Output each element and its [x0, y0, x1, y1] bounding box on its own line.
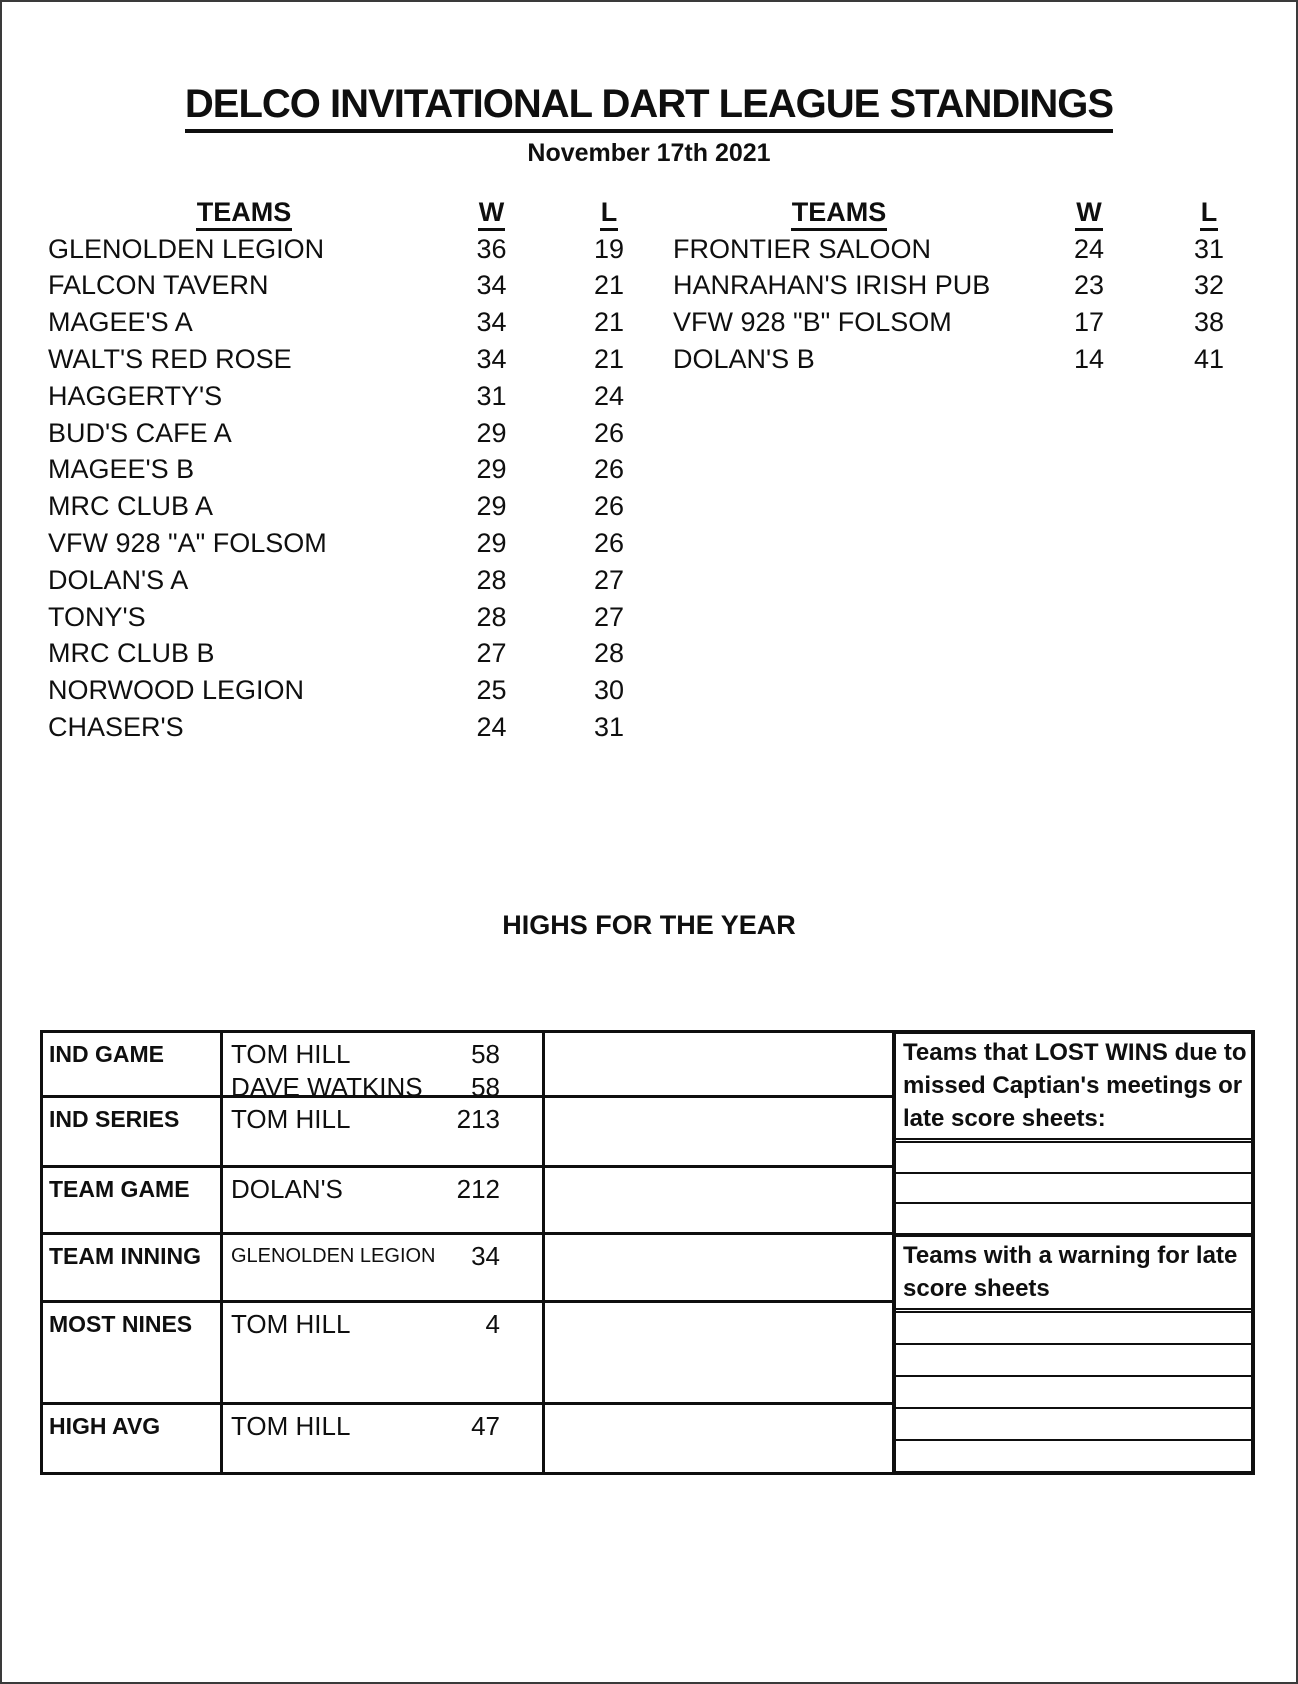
team-losses: 32 — [1193, 270, 1225, 301]
highs-entries — [223, 1405, 545, 1472]
page-title: DELCO INVITATIONAL DART LEAGUE STANDINGS — [185, 82, 1113, 133]
highs-entries — [223, 1168, 545, 1232]
note-empty-row — [896, 1143, 1251, 1174]
team-losses: 19 — [593, 233, 625, 264]
team-wins: 14 — [1073, 344, 1105, 375]
highs-row — [43, 1303, 895, 1405]
entry-name: DAVE WATKINS — [231, 1072, 423, 1102]
team-wins: 23 — [1073, 270, 1105, 301]
team-losses: 31 — [593, 712, 625, 743]
note-empty-row — [896, 1409, 1251, 1441]
highs-empty-cell — [545, 1303, 895, 1402]
standings-right-table — [669, 194, 1249, 378]
highs-table — [40, 1030, 895, 1475]
entry-value: 4 — [485, 1309, 500, 1339]
team-name: DOLAN'S A — [48, 564, 189, 595]
entry-name: TOM HILL — [231, 1309, 351, 1339]
entry-name: DOLAN'S — [231, 1174, 343, 1204]
entry-value: 213 — [456, 1104, 500, 1134]
highs-entry — [231, 1173, 500, 1206]
note-empty-row — [896, 1441, 1251, 1471]
team-name: DOLAN'S B — [673, 344, 815, 375]
entry-value: 58 — [471, 1039, 500, 1069]
team-name: MRC CLUB A — [48, 491, 214, 522]
team-losses: 26 — [593, 491, 625, 522]
page-header — [2, 82, 1296, 133]
highs-category: TEAM INNING — [43, 1235, 223, 1300]
team-wins: 29 — [476, 491, 507, 522]
highs-row — [43, 1405, 895, 1472]
team-losses: 24 — [593, 380, 625, 411]
note-empty-row — [896, 1377, 1251, 1409]
team-wins: 29 — [476, 454, 507, 485]
highs-category: HIGH AVG — [43, 1405, 223, 1472]
team-name: MAGEE'S B — [48, 454, 195, 485]
highs-row — [43, 1098, 895, 1168]
team-losses: 21 — [593, 307, 625, 338]
highs-entry — [231, 1240, 500, 1273]
team-wins: 27 — [476, 638, 507, 669]
entry-name: GLENOLDEN LEGION — [231, 1245, 436, 1267]
highs-entries — [223, 1303, 545, 1402]
team-name: HAGGERTY'S — [48, 380, 223, 411]
team-wins: 29 — [476, 528, 507, 559]
team-losses: 26 — [593, 454, 625, 485]
team-name: GLENOLDEN LEGION — [48, 233, 325, 264]
note-empty-row — [896, 1313, 1251, 1345]
note-empty-row — [896, 1345, 1251, 1377]
team-losses: 28 — [593, 638, 625, 669]
teams-header: TEAMS — [44, 197, 444, 228]
team-name: NORWOOD LEGION — [48, 675, 305, 706]
standings-left-table — [44, 194, 679, 746]
team-name: FALCON TAVERN — [48, 270, 269, 301]
team-name: VFW 928 "A" FOLSOM — [48, 528, 327, 559]
team-losses: 27 — [593, 564, 625, 595]
team-losses: 26 — [593, 417, 625, 448]
entry-value: 47 — [471, 1411, 500, 1441]
highs-empty-cell — [545, 1168, 895, 1232]
team-name: MRC CLUB B — [48, 638, 215, 669]
highs-entry — [231, 1038, 500, 1071]
warning-note-box — [896, 1237, 1251, 1471]
team-wins: 31 — [476, 380, 507, 411]
team-name: MAGEE'S A — [48, 307, 193, 338]
team-wins: 34 — [476, 270, 507, 301]
highs-empty-cell — [545, 1033, 895, 1104]
team-wins: 25 — [476, 675, 507, 706]
warning-note-text: Teams with a warning for late score sheets — [896, 1237, 1251, 1313]
highs-entries — [223, 1033, 545, 1104]
highs-category: IND SERIES — [43, 1098, 223, 1165]
entry-value: 34 — [471, 1241, 500, 1271]
highs-entries — [223, 1235, 545, 1300]
losses-header: L — [539, 197, 679, 228]
highs-empty-cell — [545, 1098, 895, 1165]
highs-category: IND GAME — [43, 1033, 223, 1104]
team-wins: 34 — [476, 307, 507, 338]
highs-category: TEAM GAME — [43, 1168, 223, 1232]
page-date: November 17th 2021 — [527, 139, 771, 167]
team-name: WALT'S RED ROSE — [48, 344, 292, 375]
team-name: VFW 928 "B" FOLSOM — [673, 307, 952, 338]
highs-entry — [231, 1103, 500, 1136]
page-date-wrap — [2, 139, 1296, 168]
highs-title: HIGHS FOR THE YEAR — [502, 910, 796, 940]
team-name: FRONTIER SALOON — [673, 233, 932, 264]
team-wins: 28 — [476, 564, 507, 595]
team-name: TONY'S — [48, 601, 146, 632]
team-name: BUD'S CAFE A — [48, 417, 232, 448]
entry-value: 212 — [456, 1174, 500, 1204]
highs-empty-cell — [545, 1235, 895, 1300]
team-wins: 36 — [476, 233, 507, 264]
team-losses: 21 — [593, 344, 625, 375]
lost-wins-note-text: Teams that LOST WINS due to missed Captian's meetings or late score sheets: — [896, 1034, 1251, 1143]
team-wins: 17 — [1073, 307, 1105, 338]
team-wins: 28 — [476, 601, 507, 632]
highs-entry — [231, 1410, 500, 1443]
highs-row — [43, 1033, 895, 1102]
entry-name: TOM HILL — [231, 1104, 351, 1134]
highs-row — [43, 1235, 895, 1303]
highs-title-wrap — [2, 910, 1296, 941]
team-losses: 41 — [1193, 344, 1225, 375]
team-wins: 34 — [476, 344, 507, 375]
team-losses: 38 — [1193, 307, 1225, 338]
notes-column — [892, 1030, 1255, 1475]
entry-name: TOM HILL — [231, 1039, 351, 1069]
teams-header: TEAMS — [669, 197, 1009, 228]
highs-category: MOST NINES — [43, 1303, 223, 1402]
highs-entry — [231, 1308, 500, 1341]
team-wins: 29 — [476, 417, 507, 448]
team-losses: 21 — [593, 270, 625, 301]
entry-name: TOM HILL — [231, 1411, 351, 1441]
wins-header: W — [1009, 197, 1169, 228]
losses-header: L — [1169, 197, 1249, 228]
highs-row — [43, 1168, 895, 1235]
team-losses: 30 — [593, 675, 625, 706]
highs-empty-cell — [545, 1405, 895, 1472]
team-losses: 27 — [593, 601, 625, 632]
team-wins: 24 — [476, 712, 507, 743]
team-wins: 24 — [1073, 233, 1105, 264]
note-empty-row — [896, 1174, 1251, 1205]
wins-header: W — [444, 197, 539, 228]
entry-value: 58 — [471, 1072, 500, 1102]
team-name: CHASER'S — [48, 712, 184, 743]
lost-wins-note-box — [896, 1034, 1251, 1237]
note-empty-row — [896, 1204, 1251, 1233]
team-losses: 31 — [1193, 233, 1225, 264]
highs-entries — [223, 1098, 545, 1165]
team-losses: 26 — [593, 528, 625, 559]
team-name: HANRAHAN'S IRISH PUB — [673, 270, 991, 301]
